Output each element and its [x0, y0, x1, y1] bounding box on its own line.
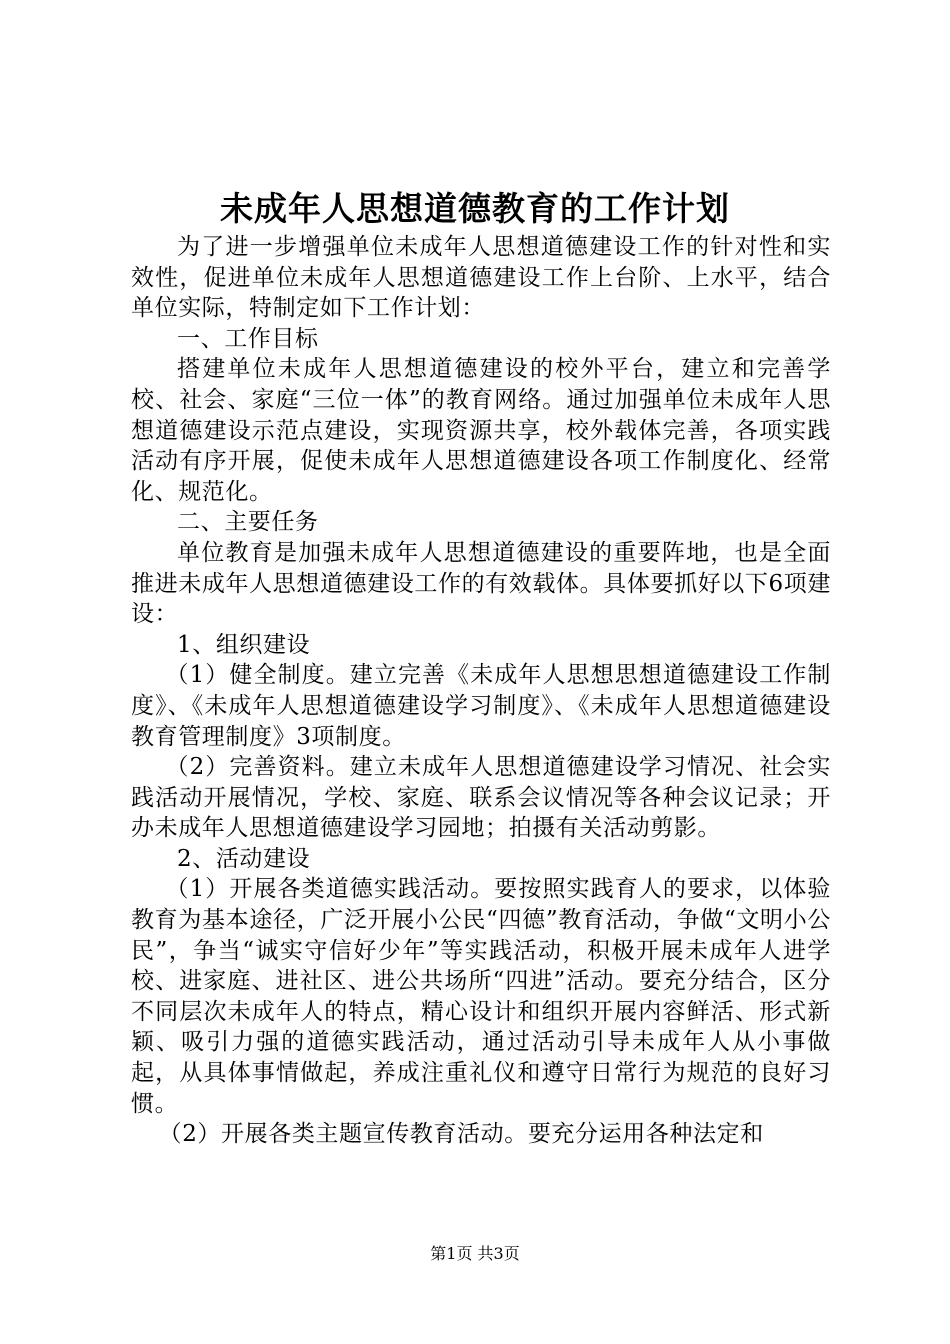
section-heading-goals: 一、工作目标 — [177, 325, 319, 352]
page-footer: 第1页 共3页 — [430, 1244, 520, 1263]
intro-paragraph: 为了进一步增强单位未成年人思想道德建设工作的针对性和实效性，促进单位未成年人思想道德建设工作上台阶、上水平，结合单位实际，特制定如下工作计划： — [131, 234, 831, 322]
organization-item-1: （1）健全制度。建立完善《未成年人思想思想道德建设工作制度》、《未成年人思想道德建设学习制度》、《未成年人思想道德建设教育管理制度》3项制度。 — [131, 662, 831, 750]
activities-item-1: （1）开展各类道德实践活动。要按照实践育人的要求，以体验教育为基本途径，广泛开展小公民“四德”教育活动，争做“文明小公民”，争当“诚实守信好少年”等实践活动，积极开展未成年人进学校、进家庭、进社区、进公共场所“四进”活动。要充分结合，区分不同层次未成年人的特点，精心设计和组织开展内容鲜活、形式新颖、吸引力强的道德实践活动，通过活动引导未成年人从小事做起，从具体事情做起，养成注重礼仪和遵守日常行为规范的良好习惯。 — [131, 876, 831, 1117]
document-title: 未成年人思想道德教育的工作计划 — [220, 189, 730, 228]
section-heading-tasks: 二、主要任务 — [177, 509, 319, 536]
goals-paragraph: 搭建单位未成年人思想道德建设的校外平台，建立和完善学校、社会、家庭“三位一体”的教育网络。通过加强单位未成年人思想道德建设示范点建设，实现资源共享，校外载体完善，各项实践活动有序开展，促使未成年人思想道德建设各项工作制度化、经常化、规范化。 — [131, 356, 831, 505]
organization-item-2: （2）完善资料。建立未成年人思想道德建设学习情况、社会实践活动开展情况，学校、家庭、联系会议情况等各种会议记录；开办未成年人思想道德建设学习园地；拍摄有关活动剪影。 — [131, 754, 831, 842]
subsection-heading-activities: 2、活动建设 — [177, 845, 311, 872]
tasks-paragraph: 单位教育是加强未成年人思想道德建设的重要阵地，也是全面推进未成年人思想道德建设工作的有效载体。具体要抓好以下6项建设： — [131, 539, 831, 628]
activities-item-2: （2）开展各类主题宣传教育活动。要充分运用各种法定和 — [158, 1121, 764, 1148]
subsection-heading-organization: 1、组织建设 — [177, 631, 311, 658]
document-body — [131, 232, 831, 1150]
